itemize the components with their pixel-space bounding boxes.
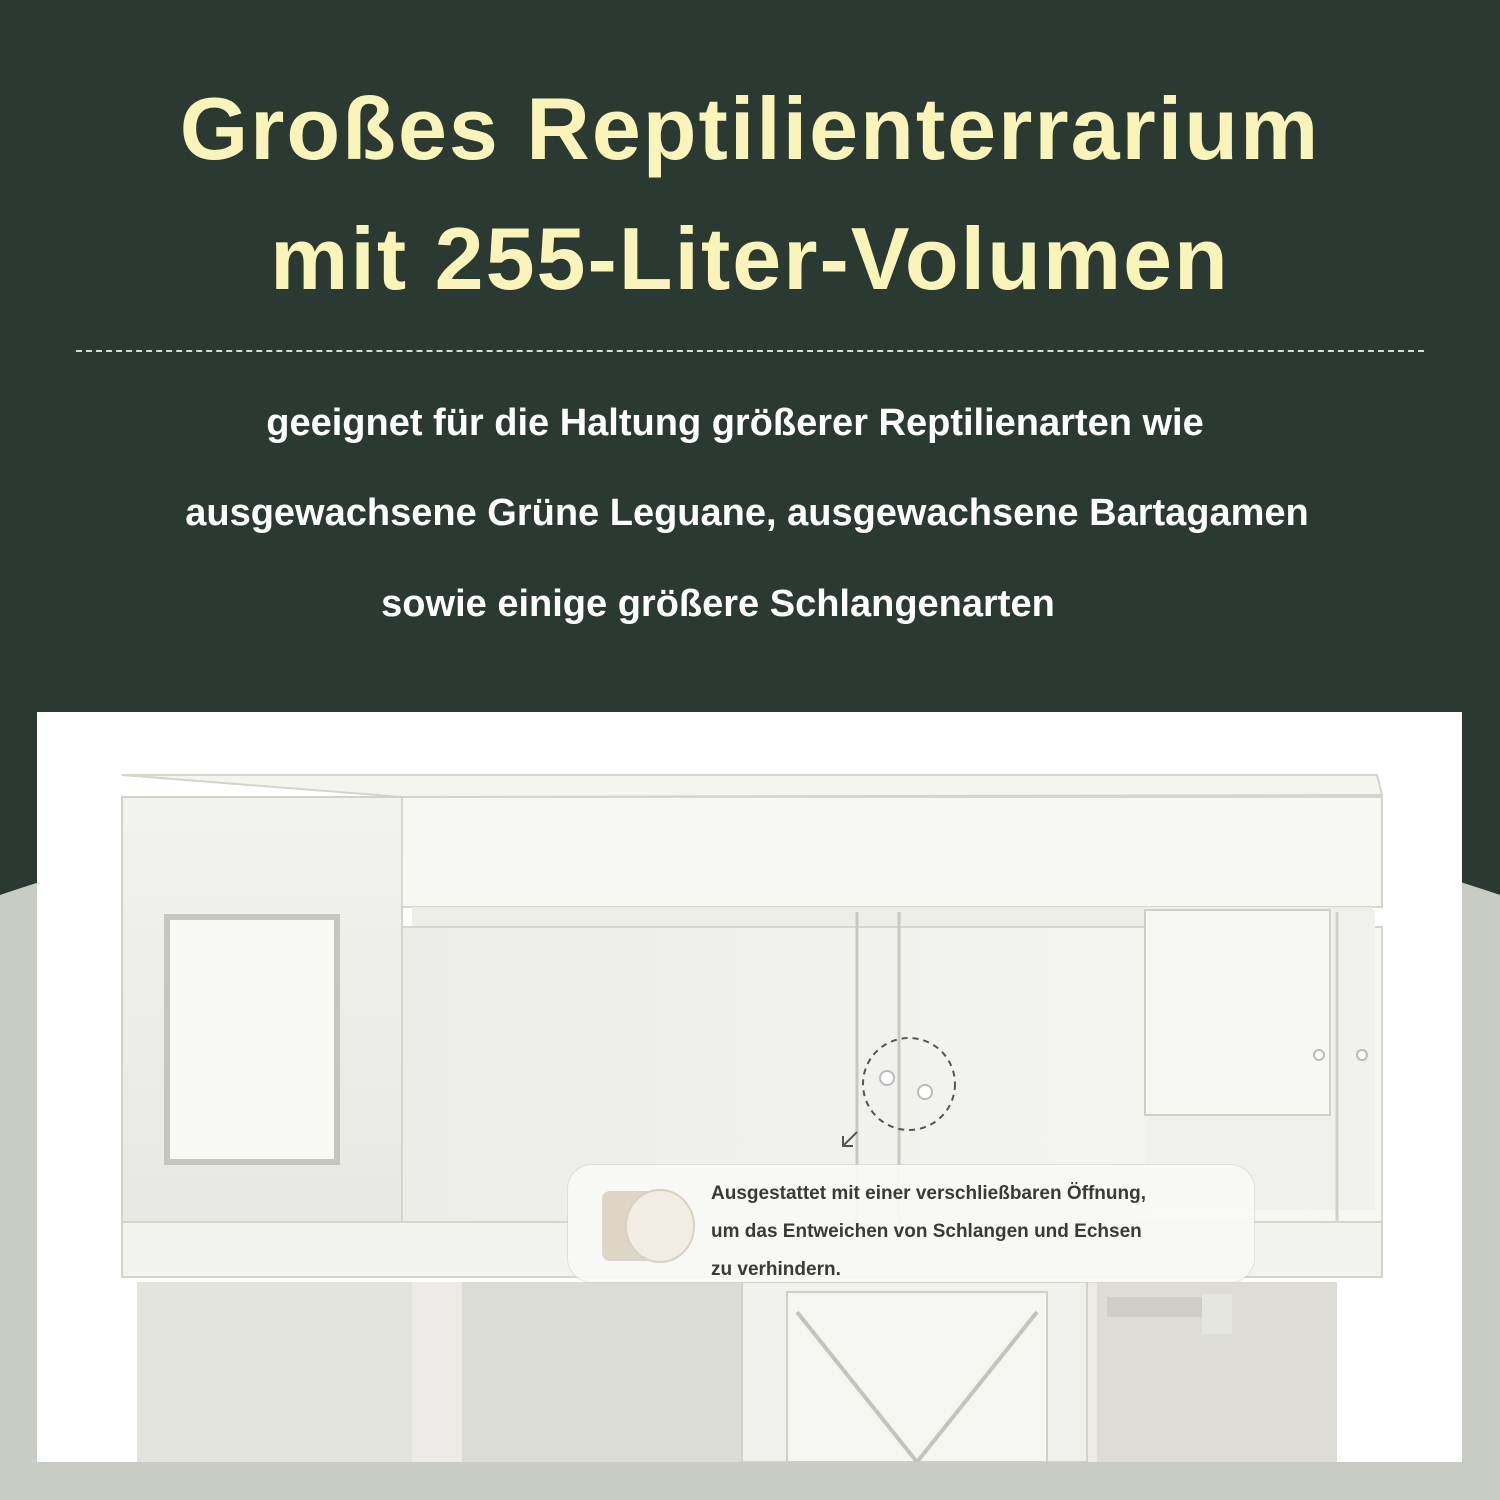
callout-line-3: zu verhindern.	[711, 1259, 841, 1280]
dashed-divider	[76, 350, 1424, 352]
terrarium-illustration	[37, 712, 1462, 1462]
headline-line-2: mit 255-Liter-Volumen	[270, 209, 1230, 308]
headline-line-1: Großes Reptilienterrarium	[179, 79, 1321, 178]
description-line-2: ausgewachsene Grüne Leguane, ausgewachsene Bartagamen	[185, 492, 1309, 534]
terrarium-product-photo	[37, 712, 1462, 1462]
callout-line-2: um das Entweichen von Schlangen und Echsen	[711, 1221, 1142, 1242]
description-line-1: geeignet für die Haltung größerer Reptilienarten wie	[266, 402, 1204, 444]
callout-line-1: Ausgestattet mit einer verschließbaren Öffnung,	[711, 1183, 1146, 1204]
callout-text	[711, 1175, 1241, 1289]
lock-knob-icon	[596, 1179, 701, 1271]
description-line-3: sowie einige größere Schlangenarten	[381, 583, 1055, 625]
lock-feature-callout	[568, 1165, 1254, 1282]
